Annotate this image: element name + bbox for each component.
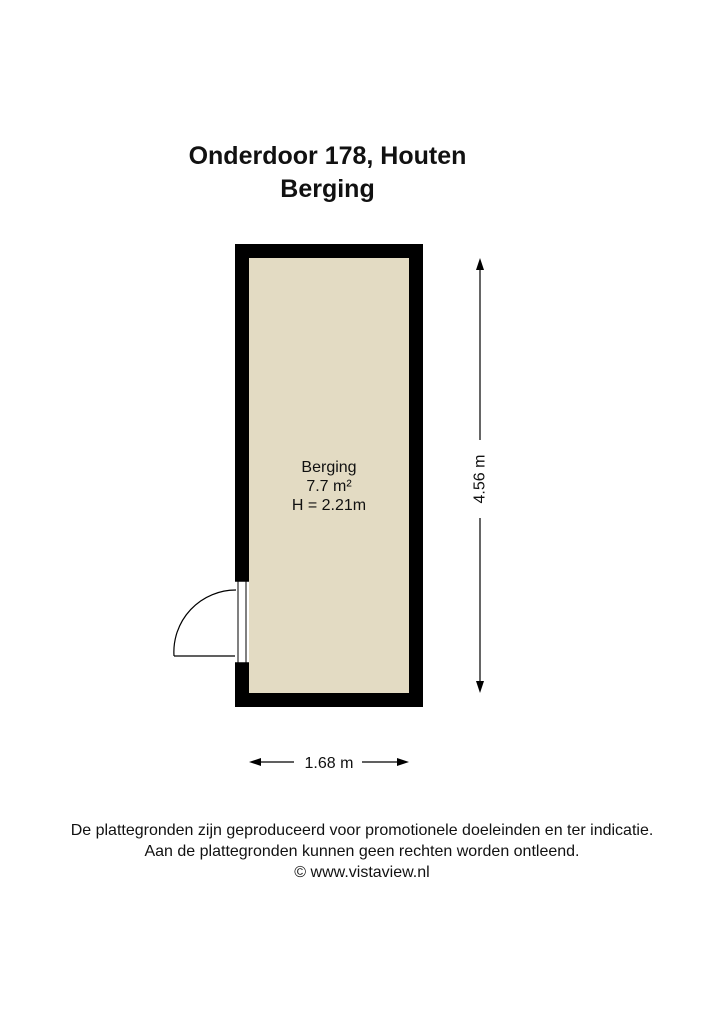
room-height: H = 2.21m xyxy=(291,497,367,514)
length-label: 4.56 m xyxy=(471,454,489,504)
disclaimer-line-1: De plattegronden zijn geproduceerd voor promotionele doeleinden en ter indicatie. xyxy=(70,822,654,839)
disclaimer-line-2: Aan de plattegronden kunnen geen rechten worden ontleend. xyxy=(144,843,580,860)
plan-title-floor: Berging xyxy=(280,175,375,203)
width-dimension xyxy=(249,755,409,772)
copyright-notice: © www.vistaview.nl xyxy=(294,864,430,881)
door-swing-arc xyxy=(174,590,236,656)
width-arrow-left-icon xyxy=(249,758,261,766)
disclaimer xyxy=(0,820,724,883)
room-name: Berging xyxy=(301,459,357,476)
plan-title-address: Onderdoor 178, Houten xyxy=(188,142,467,170)
length-arrow-top-icon xyxy=(476,258,484,270)
width-arrow-right-icon xyxy=(397,758,409,766)
room-area: 7.7 m² xyxy=(306,478,352,495)
width-label: 1.68 m xyxy=(304,755,354,772)
door-opening xyxy=(235,581,249,663)
length-dimension xyxy=(472,258,489,693)
length-arrow-bottom-icon xyxy=(476,681,484,693)
